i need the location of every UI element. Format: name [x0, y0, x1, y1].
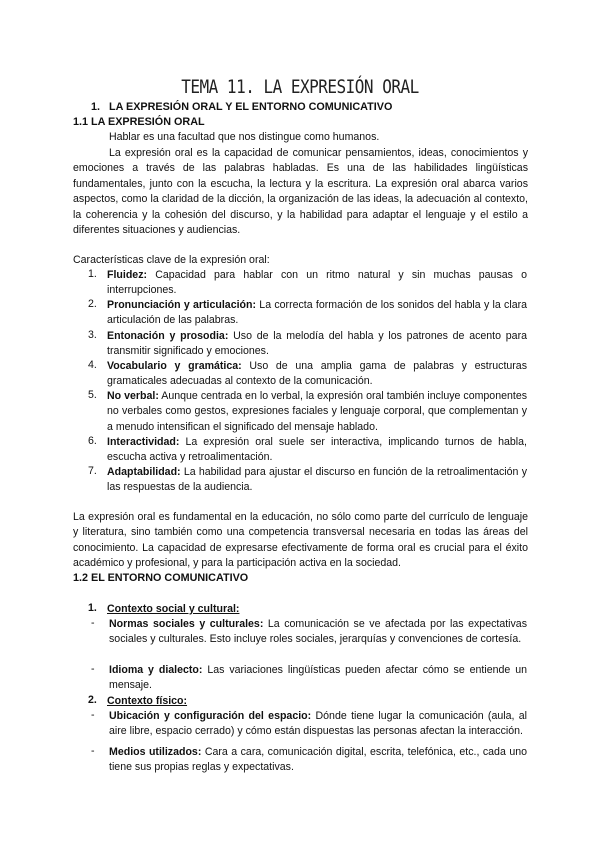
- intro-sentence: Hablar es una facultad que nos distingue como humanos.: [109, 131, 380, 143]
- group-title: [107, 602, 527, 617]
- feature-term: Pronunciación y articulación:: [107, 299, 257, 311]
- group-title: [107, 694, 527, 709]
- feature-text: La habilidad para ajustar el discurso en función de la retroalimentación y las respuestas de la audiencia.: [107, 466, 527, 494]
- group-number: 1.: [88, 602, 97, 614]
- context-term: Medios utilizados:: [109, 746, 202, 758]
- section-1-heading: [91, 101, 392, 113]
- list-dash: -: [91, 745, 95, 757]
- context-text: Cara a cara, comunicación digital, escrita, telefónica, etc., cada uno tiene sus propias reglas y expectativas.: [109, 746, 527, 774]
- feature-number: 5.: [88, 389, 97, 401]
- feature-term: Adaptabilidad:: [107, 466, 181, 478]
- feature-term: Interactividad:: [107, 436, 180, 448]
- group-title-text: Contexto social y cultural:: [107, 603, 240, 615]
- feature-text: La correcta formación de los sonidos del habla y la clara articulación de las palabras.: [107, 299, 528, 327]
- context-item: [109, 745, 527, 776]
- feature-number: 1.: [88, 268, 97, 280]
- feature-item: [107, 268, 527, 299]
- section-1-2-heading: 1.2 EL ENTORNO COMUNICATIVO: [73, 572, 249, 584]
- feature-item: [107, 435, 527, 466]
- feature-term: Entonación y prosodia:: [107, 330, 229, 342]
- feature-number: 2.: [88, 298, 97, 310]
- list-dash: -: [91, 709, 95, 721]
- list-dash: -: [91, 617, 95, 629]
- feature-number: 6.: [88, 435, 97, 447]
- feature-text: La expresión oral suele ser interactiva, implicando turnos de habla, escucha activa y retroalimentación.: [107, 436, 527, 464]
- feature-number: 3.: [88, 329, 97, 341]
- feature-item: [107, 465, 527, 496]
- context-text: Dónde tiene lugar la comunicación (aula, al aire libre, espacio cerrado) y cómo están dispuestas las personas afectan la interacción.: [109, 710, 528, 738]
- feature-term: Fluidez:: [107, 269, 148, 281]
- features-intro: Características clave de la expresión oral:: [73, 254, 270, 266]
- feature-term: No verbal:: [107, 390, 159, 402]
- section-1-title: LA EXPRESIÓN ORAL Y EL ENTORNO COMUNICATIVO: [109, 101, 393, 113]
- context-term: Idioma y dialecto:: [109, 664, 203, 676]
- paragraph-importance: La expresión oral es fundamental en la educación, no sólo como parte del currículo de lenguaje y literatura, sino también como una competencia transversal necesaria en todas las áreas del conocimiento. La capacidad de expresarse efectivamente de forma oral es crucial para el éxito académico y profesional, y para la participación activa en la sociedad.: [73, 511, 528, 570]
- context-item: [109, 617, 527, 648]
- feature-item: [107, 359, 527, 390]
- feature-text: Capacidad para hablar con un ritmo natural y sin muchas pausas o interrupciones.: [107, 269, 527, 297]
- feature-term: Vocabulario y gramática:: [107, 360, 242, 372]
- feature-number: 4.: [88, 359, 97, 371]
- context-term: Ubicación y configuración del espacio:: [109, 710, 312, 722]
- feature-item: [107, 298, 527, 329]
- context-term: Normas sociales y culturales:: [109, 618, 264, 630]
- list-dash: -: [91, 663, 95, 675]
- context-text: La comunicación se ve afectada por las expectativas sociales y culturales. Esto incluye roles sociales, jerarquías y convenciones de cortesía.: [109, 618, 528, 646]
- feature-item: [107, 329, 527, 360]
- group-title-text: Contexto físico:: [107, 695, 188, 707]
- context-item: [109, 709, 527, 740]
- feature-text: Uso de una amplia gama de palabras y estructuras gramaticales adecuadas al contexto de la comunicación.: [107, 360, 527, 388]
- context-item: [109, 663, 527, 694]
- feature-text: Aunque centrada en lo verbal, la expresión oral también incluye componentes no verbales como gestos, expresiones faciales y lenguaje corporal, que complementan y a menudo intensifican el significado del mensaje hablado.: [107, 390, 528, 433]
- section-1-1-heading: 1.1 LA EXPRESIÓN ORAL: [73, 116, 205, 128]
- page-title: TEMA 11. LA EXPRESIÓN ORAL: [181, 75, 419, 98]
- feature-text: Uso de la melodía del habla y los patrones de acento para transmitir significado y emociones.: [107, 330, 527, 358]
- group-number: 2.: [88, 694, 97, 706]
- context-text: Las variaciones lingüísticas pueden afectar cómo se entiende un mensaje.: [109, 664, 527, 692]
- paragraph-definition: La expresión oral es la capacidad de comunicar pensamientos, ideas, conocimientos y emociones a través de las palabras habladas. Es una de las habilidades lingüísticas fundamentales, junto con la escucha, la lectura y la escritura. La expresión oral abarca varios aspectos, como la claridad de la dicción, la organización de las ideas, la adecuación al contexto, la coherencia y la cohesión del discurso, y la habilidad para adaptar el lenguaje y el estilo a diferentes situaciones y audiencias.: [73, 147, 528, 237]
- feature-number: 7.: [88, 465, 97, 477]
- feature-item: [107, 389, 527, 435]
- section-1-number: 1.: [91, 101, 101, 113]
